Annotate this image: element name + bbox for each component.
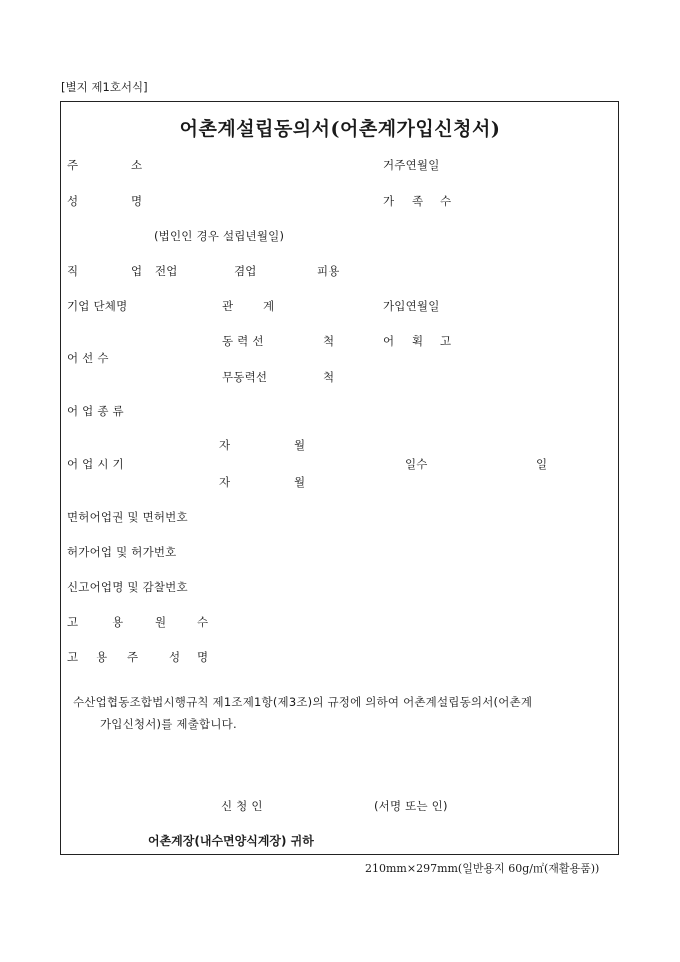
label-fishery-period: 어 업 시 기 [67, 457, 124, 471]
label-period-month-2: 월 [294, 475, 306, 489]
label-job-1: 직 [67, 264, 79, 278]
form-title: 어촌계설립동의서(어촌계가입신청서) [179, 118, 501, 140]
form-number: [별지 제1호서식] [61, 80, 148, 94]
job-employed: 피용 [317, 264, 340, 278]
label-report: 신고어업명 및 감찰번호 [67, 580, 188, 594]
job-parttime: 겸업 [234, 264, 257, 278]
label-employees-2: 용 [112, 615, 124, 629]
statement-line-2: 가입신청서)를 제출합니다. [100, 717, 237, 731]
label-residence-date: 거주연월일 [383, 158, 440, 172]
label-catch-1: 어 [383, 334, 395, 348]
label-fishery-type: 어 업 종 류 [67, 404, 124, 418]
label-days: 일수 [405, 457, 428, 471]
label-employer-4: 성 [169, 650, 181, 664]
label-period-from: 자 [219, 438, 231, 452]
label-name-1: 성 [67, 194, 79, 208]
job-fulltime: 전업 [155, 264, 178, 278]
label-days-unit: 일 [536, 457, 548, 471]
applicant-label: 신 청 인 [221, 799, 263, 813]
label-employees-1: 고 [67, 615, 79, 629]
form-frame [60, 101, 619, 855]
label-period-to: 자 [219, 475, 231, 489]
label-address-1: 주 [67, 158, 79, 172]
label-name-2: 명 [131, 194, 143, 208]
statement-line-1: 수산업협동조합법시행규칙 제1조제1항(제3조)의 규정에 의하여 어촌계설립동의서(어촌계 [73, 695, 533, 709]
label-unpowered-unit: 척 [323, 370, 335, 384]
label-unpowered-boat: 무동력선 [222, 370, 268, 384]
label-address-2: 소 [131, 158, 143, 172]
label-employer-1: 고 [67, 650, 79, 664]
label-relation-1: 관 [222, 299, 234, 313]
label-employees-3: 원 [155, 615, 167, 629]
label-employer-5: 명 [197, 650, 209, 664]
label-family-2: 족 [412, 194, 424, 208]
label-boats: 어 선 수 [67, 351, 109, 365]
label-powered-unit: 척 [323, 334, 335, 348]
label-permit: 허가어업 및 허가번호 [67, 545, 177, 559]
label-family-1: 가 [383, 194, 395, 208]
label-catch-3: 고 [440, 334, 452, 348]
label-job-2: 업 [131, 264, 143, 278]
label-join-date: 가입연월일 [383, 299, 440, 313]
label-relation-2: 계 [263, 299, 275, 313]
label-family-3: 수 [440, 194, 452, 208]
label-company-name: 기업 단체명 [67, 299, 128, 313]
signature-label: (서명 또는 인) [374, 799, 448, 813]
label-license: 면허어업권 및 면허번호 [67, 510, 188, 524]
label-period-month-1: 월 [294, 438, 306, 452]
addressee: 어촌계장(내수면양식계장) 귀하 [148, 834, 314, 848]
label-employer-2: 용 [96, 650, 108, 664]
label-employees-4: 수 [197, 615, 209, 629]
label-powered-boat: 동 력 선 [222, 334, 264, 348]
corp-note: (법인인 경우 설립년월일) [154, 229, 285, 243]
paper-spec: 210mm×297mm(일반용지 60g/㎡(재활용품)) [365, 862, 600, 875]
label-catch-2: 획 [412, 334, 424, 348]
label-employer-3: 주 [127, 650, 139, 664]
